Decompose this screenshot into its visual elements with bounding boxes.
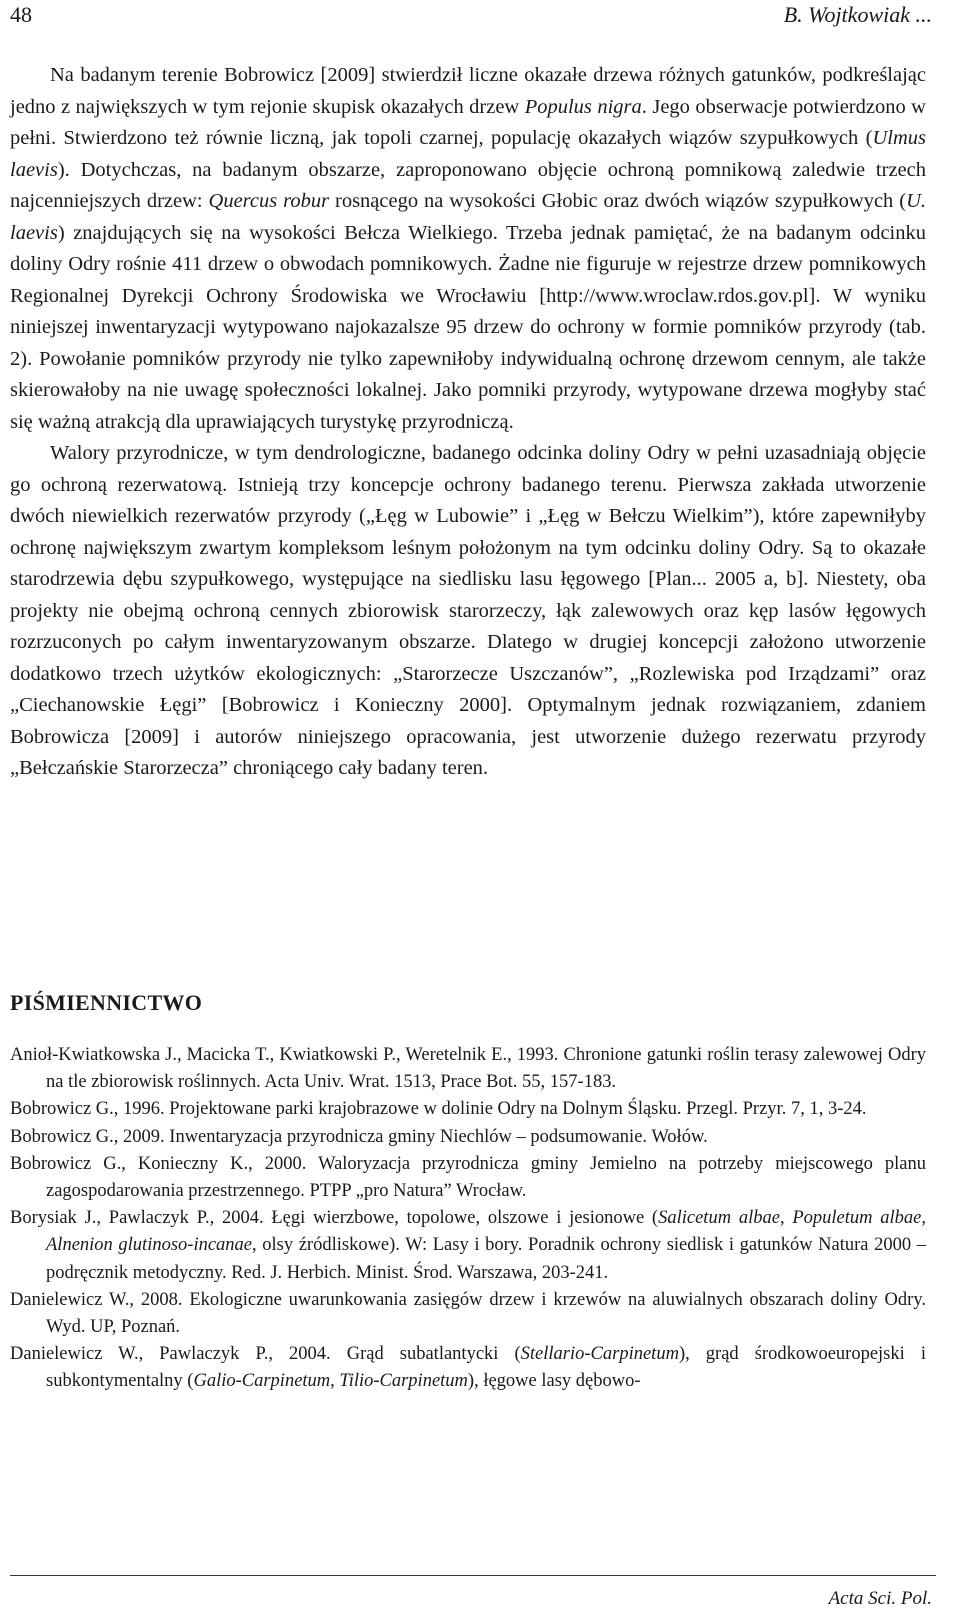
journal-footer: Acta Sci. Pol. bbox=[828, 1588, 932, 1609]
species-name: Tilio-Carpinetum bbox=[339, 1371, 468, 1392]
species-name: Galio-Carpinetum bbox=[193, 1371, 331, 1392]
species-name: Stellario-Carpinetum bbox=[520, 1344, 679, 1365]
reference-list bbox=[10, 1042, 926, 1396]
reference-entry: Borysiak J., Pawlaczyk P., 2004. Łęgi wierzbowe, topolowe, olszowe i jesionowe (Salicetum albae, Populetum albae, Alnenion glutinoso-incanae, olsy źródliskowe). W: Lasy i bory. Poradnik ochrony siedlisk i gatunków Natura 2000 – podręcznik metodyczny. Red. J. Herbich. Minist. Środ. Warszawa, 203-241. bbox=[10, 1208, 927, 1283]
species-name: Quercus robur bbox=[208, 190, 330, 212]
footer-divider bbox=[10, 1575, 936, 1576]
reference-entry: Bobrowicz G., Konieczny K., 2000. Waloryzacja przyrodnicza gminy Jemielno na potrzeby miejscowego planu zagospodarowania przestrzennego. PTPP „pro Natura” Wrocław. bbox=[10, 1153, 926, 1202]
paragraph bbox=[10, 60, 926, 438]
reference-entry: Bobrowicz G., 2009. Inwentaryzacja przyrodnicza gminy Niechlów – podsumowanie. Wołów. bbox=[10, 1126, 708, 1147]
section-title: PIŚMIENNICTWO bbox=[10, 990, 203, 1015]
reference-entry: Danielewicz W., 2008. Ekologiczne uwarunkowania zasięgów drzew i krzewów na aluwialnych obszarach doliny Odry. Wyd. UP, Poznań. bbox=[10, 1289, 926, 1338]
text-run: Na badanym terenie Bobrowicz [2009] stwierdził liczne okazałe drzewa różnych gatunków, podkreślając jedno z największych w tym rejonie skupisk okazałych drzew bbox=[10, 64, 926, 118]
reference-entry: Bobrowicz G., 1996. Projektowane parki krajobrazowe w dolinie Odry na Dolnym Śląsku. Przegl. Przyr. 7, 1, 3-24. bbox=[10, 1099, 867, 1120]
species-name: U. laevis bbox=[10, 190, 926, 244]
species-name: Alnenion glutinoso-incanae bbox=[46, 1235, 253, 1256]
reference-entry: Danielewicz W., Pawlaczyk P., 2004. Grąd subatlantycki (Stellario-Carpinetum), grąd środkowoeuropejski i subkontymentalny (Galio-Carpinetum, Tilio-Carpinetum), łęgowe lasy dębowo- bbox=[10, 1344, 926, 1392]
species-name: Salicetum albae bbox=[658, 1208, 780, 1229]
reference-entry: Anioł-Kwiatkowska J., Macicka T., Kwiatkowski P., Weretelnik E., 1993. Chronione gatunki roślin terasy zalewowej Odry na tle zbiorowisk roślinnych. Acta Univ. Wrat. 1513, Prace Bot. 55, 157-183. bbox=[10, 1045, 926, 1093]
text-run: ). Dotychczas, na badanym obszarze, zaproponowano objęcie ochroną pomnikową zaledwie trzech najcenniejszych drzew: bbox=[10, 158, 926, 212]
text-run: rosnącego na wysokości Głobic oraz dwóch wiązów szypułkowych ( bbox=[329, 190, 907, 212]
text-run: ) znajdujących się na wysokości Bełcza Wielkiego. Trzeba jednak pamiętać, że na badanym odcinku doliny Odry rośnie 411 drzew o obwodach pomnikowych. Żadne nie figuruje w rejestrze drzew pomnikowych Regionalnej Dyrekcji Ochrony Środowiska we Wrocławiu [http://www.wroclaw.rdos.gov.pl]. W wyniku niniejszej inwentaryzacji wytypowano najokazalsze 95 drzew do ochrony w formie pomników przyrody (tab. 2). Powołanie pomników przyrody nie tylko zapewniłoby indywidualną ochronę drzewom cennym, ale także skierowałoby na nie uwagę społeczności lokalnej. Jako pomniki przyrody, wytypowane drzewa mogłyby stać się ważną atrakcją dla uprawiających turystykę przyrodniczą. bbox=[10, 221, 926, 433]
page-number: 48 bbox=[10, 2, 32, 27]
paragraph: Walory przyrodnicze, w tym dendrologiczne, badanego odcinka doliny Odry w pełni uzasadniają objęcie go ochroną rezerwatową. Istnieją trzy koncepcje ochrony badanego terenu. Pierwsza zakłada utworzenie dwóch niewielkich rezerwatów przyrody („Łęg w Lubowie” i „Łęg w Bełczu Wielkim”), które zapewniłyby ochronę największym zwartym kompleksom leśnym położonym na tym odcinku doliny Odry. Są to okazałe starodrzewia dębu szypułkowego, występujące na siedlisku lasu łęgowego [Plan... 2005 a, b]. Niestety, oba projekty nie obejmą ochroną cennych zbiorowisk starorzeczy, łąk zalewowych oraz kęp lasów łęgowych rozrzuconych po całym inwentaryzowanym obszarze. Dlatego w drugiej koncepcji założono utworzenie dodatkowo trzech użytków ekologicznych: „Starorzecze Uszczanów”, „Rozlewiska pod Irządzami” oraz „Ciechanowskie Łęgi” [Bobrowicz i Konieczny 2000]. Optymalnym jednak rozwiązaniem, zdaniem Bobrowicza [2009] i autorów niniejszego opracowania, jest utworzenie dużego rezerwatu przyrody „Bełczańskie Starorzecza” chroniącego cały badany teren. bbox=[10, 442, 926, 779]
text-run: . Jego obserwacje potwierdzono w pełni. Stwierdzono też równie liczną, jak topoli czarnej, populację okazałych wiązów szypułkowych ( bbox=[10, 95, 926, 149]
species-name: Populetum albae bbox=[792, 1208, 922, 1229]
species-name: Ulmus laevis bbox=[10, 127, 926, 181]
running-head: B. Wojtkowiak ... bbox=[783, 2, 932, 27]
species-name: Populus nigra bbox=[524, 95, 642, 118]
body-text bbox=[10, 60, 926, 785]
page-header bbox=[10, 2, 932, 28]
